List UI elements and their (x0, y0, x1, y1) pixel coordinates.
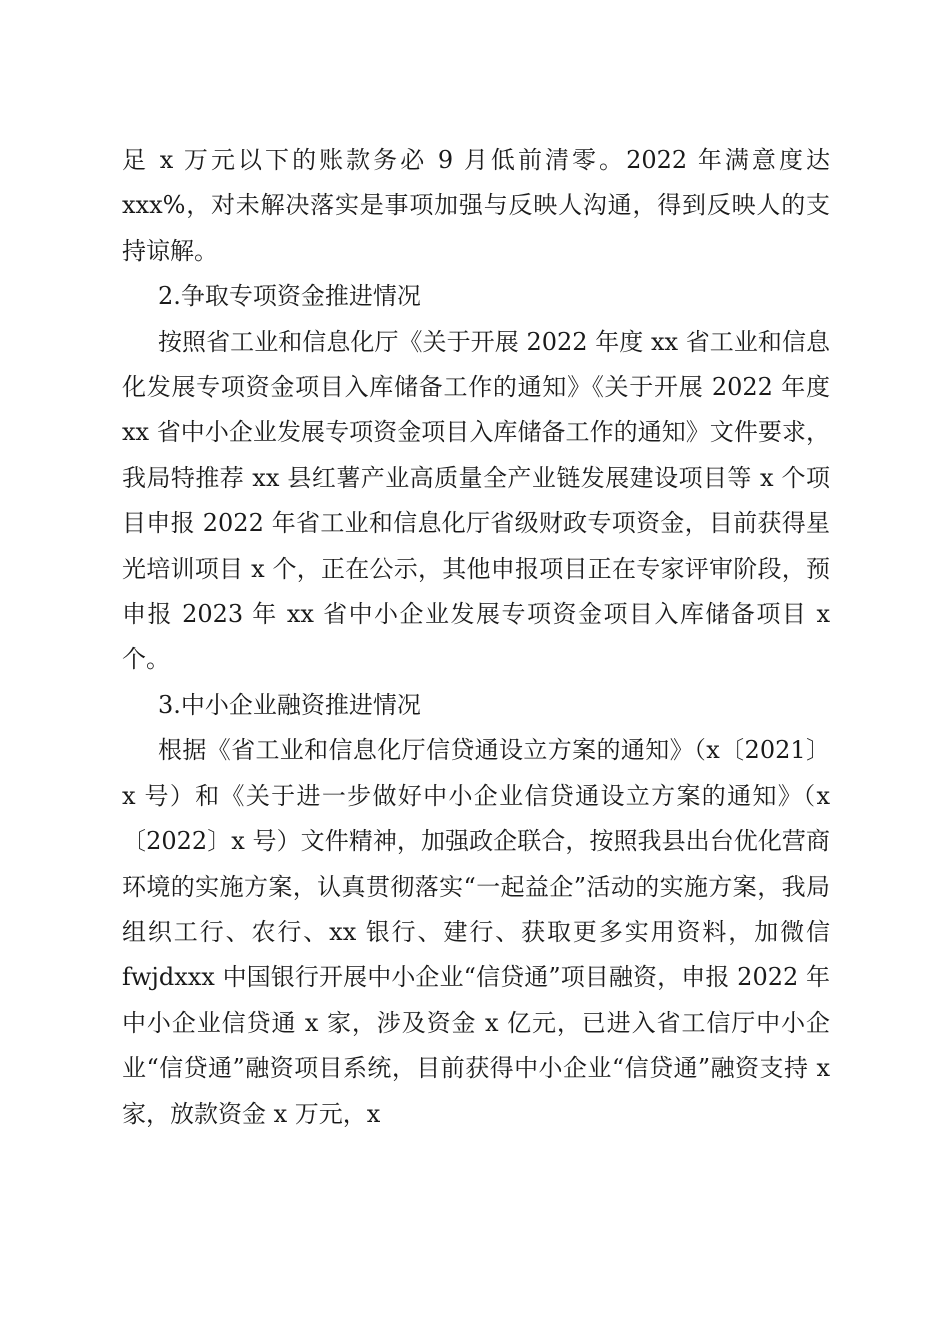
paragraph-special-funds: 按照省工业和信息化厅《关于开展 2022 年度 xx 省工业和信息化发展专项资金项目入库储备工作的通知》《关于开展 2022 年度 xx 省中小企业发展专项资金项目入库储备工作的通知》文件要求，我局特推荐 xx 县红薯产业高质量全产业链发展建设项目等 x 个项目申报 2022 年省工业和信息化厅省级财政专项资金，目前获得星光培训项目 x 个，正在公示，其他申报项目正在专家评审阶段，预申报 2023 年 xx 省中小企业发展专项资金项目入库储备项目 x 个。 (122, 327, 830, 674)
paragraph-sme-financing: 根据《省工业和信息化厅信贷通设立方案的通知》（x〔2021〕x 号）和《关于进一步做好中小企业信贷通设立方案的通知》（x〔2022〕x 号）文件精神，加强政企联合，按照我县出台优化营商环境的实施方案，认真贯彻落实“一起益企”活动的实施方案，我局组织工行、农行、xx 银行、建行、获取更多实用资料，加微信 fwjdxxx 中国银行开展中小企业“信贷通”项目融资，申报 2022 年中小企业信贷通 x 家，涉及资金 x 亿元，已进入省工信厅中小企业“信贷通”融资项目系统，目前获得中小企业“信贷通”融资支持 x 家，放款资金 x 万元，x (122, 736, 830, 1128)
paragraph-continuation: 足 x 万元以下的账款务必 9 月低前清零。2022 年满意度达 xxx%，对未解决落实是事项加强与反映人沟通，得到反映人的支持谅解。 (122, 146, 830, 265)
section-heading-special-funds: 2.争取专项资金推进情况 (158, 282, 421, 311)
section-heading-sme-financing: 3.中小企业融资推进情况 (158, 690, 421, 719)
document-body (122, 138, 830, 1137)
